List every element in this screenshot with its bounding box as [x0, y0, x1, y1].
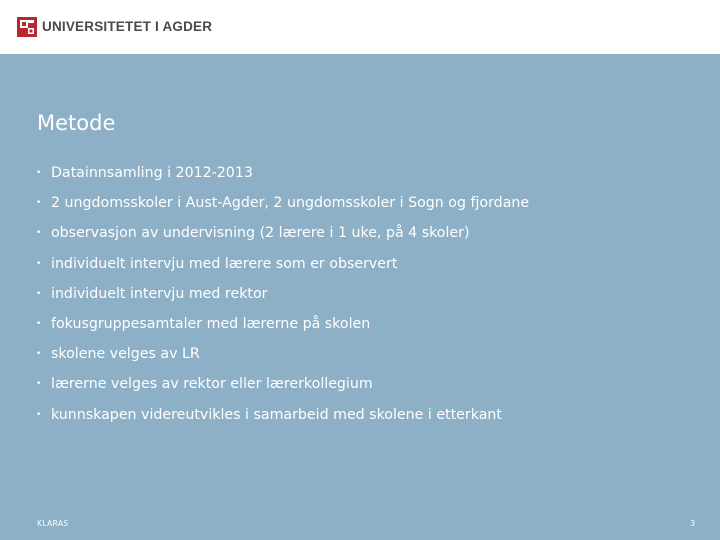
bullet-marker: •	[36, 198, 42, 209]
bullet-text: individuelt intervju med lærere som er observert	[51, 255, 398, 272]
bullet-marker: •	[36, 288, 42, 299]
bullet-marker: •	[36, 319, 42, 330]
bullet-text: individuelt intervju med rektor	[51, 285, 268, 302]
bullet-text: lærerne velges av rektor eller lærerkollegium	[51, 376, 373, 393]
page-number: 3	[690, 519, 695, 528]
footer-label: KLARAS	[37, 519, 69, 528]
bullet-item	[36, 188, 529, 218]
bullet-item	[36, 309, 529, 339]
bullet-marker: •	[36, 379, 42, 390]
logo-text: UNIVERSITETET I AGDER	[42, 19, 213, 34]
uia-logo-icon	[17, 17, 37, 37]
university-logo[interactable]	[17, 16, 212, 38]
bullet-item	[36, 400, 529, 430]
bullet-marker: •	[36, 349, 42, 360]
bullet-text: Datainnsamling i 2012-2013	[51, 165, 253, 182]
slide-title: Metode	[37, 111, 116, 135]
bullet-item	[36, 218, 529, 248]
bullet-text: kunnskapen videreutvikles i samarbeid med skolene i etterkant	[51, 406, 502, 423]
bullet-item	[36, 158, 529, 188]
bullet-item	[36, 339, 529, 369]
bullet-marker: •	[36, 168, 42, 179]
bullet-marker: •	[36, 228, 42, 239]
bullet-text: 2 ungdomsskoler i Aust-Agder, 2 ungdomsskoler i Sogn og fjordane	[51, 195, 530, 212]
bullet-item	[36, 279, 529, 309]
bullet-text: skolene velges av LR	[51, 346, 200, 363]
slide-content	[0, 54, 720, 540]
bullet-text: fokusgruppesamtaler med lærerne på skolen	[51, 316, 371, 333]
bullet-marker: •	[36, 409, 42, 420]
bullet-text: observasjon av undervisning (2 lærere i 1 uke, på 4 skoler)	[51, 225, 470, 242]
bullet-item	[36, 249, 529, 279]
bullet-item	[36, 369, 529, 399]
bullet-list	[36, 158, 529, 430]
bullet-marker: •	[36, 258, 42, 269]
header	[0, 0, 720, 54]
